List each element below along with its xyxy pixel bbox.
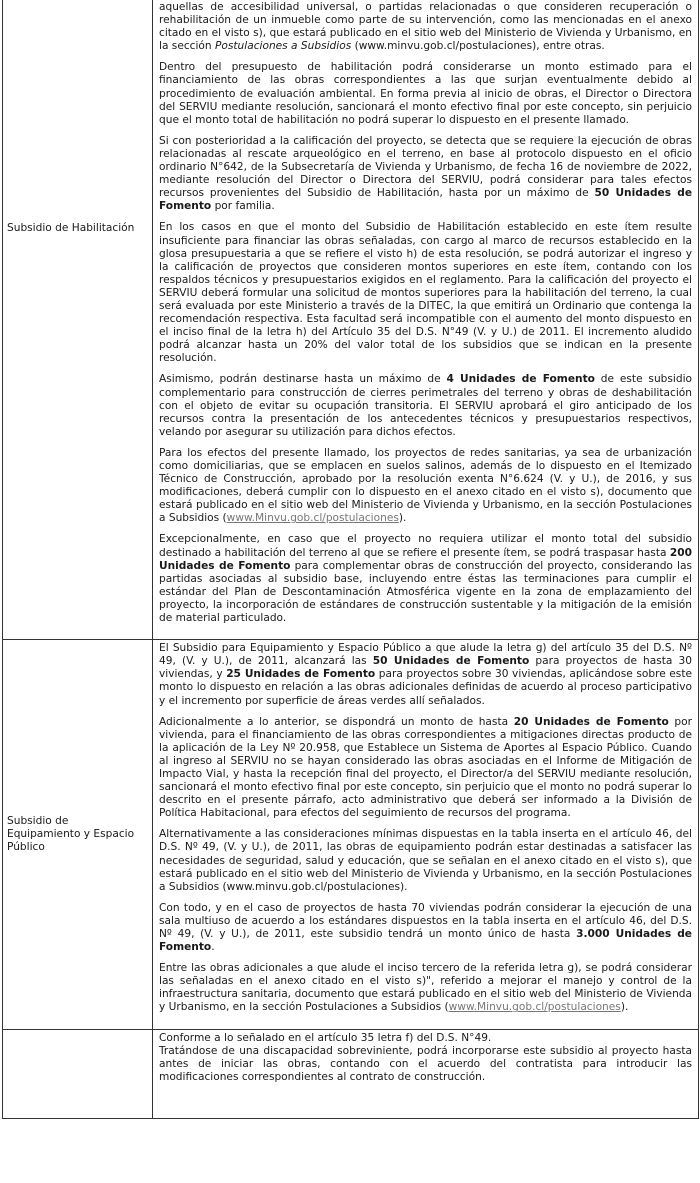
- paragraph: [159, 1, 692, 53]
- bold-amount: 200 Unidades de Fomento: [159, 546, 692, 572]
- label-word: Subsidio de: [7, 814, 69, 827]
- paragraph: [159, 533, 692, 625]
- table-row-equipamiento: [3, 640, 699, 1029]
- text-segment: En los casos en que el monto del Subsidio de Habilitación establecido en este ítem resulte insuficiente para financiar las obras señaladas, con cargo al marco de recursos establecido en la glosa presupuestaria a que se refiere el visto h) de esta resolución, se podrá autorizar el ingreso y la calificación de proyectos que consideren montos superiores en este ítem, contando con los respaldos técnicos y presupuestarios exigidos en el reglamento. Para la calificación del proyecto el SERVIU deberá formular una solicitud de montos superiores para la habilitación del terreno, la cual será evaluada por este Ministerio a través de la DITEC, la que emitirá un Ordinario que contenga la recomendación respectiva. Esta facultad será incompatible con el aumento del monto dispuesto en el inciso final de la letra h) del Artículo 35 del D.S. N°49 (V. y U.) de 2011. El incremento aludido podrá alcanzar hasta un 20% del valor total de los subsidios que se indican en la presente resolución.: [159, 221, 692, 365]
- text-segment: por vivienda, para el financiamiento de las obras correspondientes a mitigaciones directas producto de la aplicación de la Ley Nº 20.958, que Establece un Sistema de Aportes al Espacio Público. Cuando al ingreso al SERVIU no se hayan considerado las obras asociadas en el Informe de Mitigación de Impacto Vial, y hasta la recepción final del proyecto, el Director/a del SERVIU mediante resolución, sancionará el monto efectivo final por este concepto, sin perjuicio que el monto no podrá superar lo descrito en el presente párrafo, acto administrativo que deberá ser informado a la División de Política Habitacional, para efectos del seguimiento de recursos del programa.: [159, 715, 692, 820]
- row-label-cell: [3, 0, 153, 640]
- text-segment: El Subsidio para Equipamiento y Espacio Público a que alude la letra g) del artículo 35 del D.S. Nº 49, (V. y U.), de 2011, alcanzará las: [159, 642, 692, 668]
- text-segment: para proyectos de hasta 30 viviendas, y: [159, 655, 692, 681]
- row-label-line: [7, 815, 146, 828]
- bold-amount: 4 Unidades de Fomento: [446, 373, 595, 386]
- paragraph: [159, 61, 692, 126]
- paragraph: [159, 447, 692, 526]
- paragraph: [159, 902, 692, 954]
- text-segment: Conforme a lo señalado en el artículo 35 letra f) del D.S. N°49.: [159, 1031, 492, 1044]
- row-label-line: Público: [7, 840, 45, 853]
- row-label-cell: [3, 1029, 153, 1118]
- text-segment: de este subsidio complementario para construcción de cierres perimetrales del terreno y obras de deshabilitación con el objeto de evitar su ocupación transitoria. El SERVIU aprobará el giro anticipado de los recursos contra la presentación de los antecedentes técnicos y presupuestarios respectivos, velando por asegurar su utilización para dichos efectos.: [159, 373, 693, 438]
- text-segment: ).: [398, 512, 407, 525]
- paragraph: [159, 642, 692, 707]
- text-segment: Para los efectos del presente llamado, los proyectos de redes sanitarias, ya sea de urbanización como domiciliarias, que se emplacen en suelos salinos, además de lo dispuesto en el Itemizado Técnico de Construcción, aprobado por la resolución exenta N°6.624 (V. y U.), de 2016, y sus modificaciones, deberá cumplir con lo dispuesto en el anexo citado en el visto s), documento que estará publicado en el sitio web del Ministerio de Vivienda y Urbanismo, en la sección Postulaciones a Subsidios (: [159, 446, 692, 525]
- row-content: [153, 1029, 699, 1118]
- paragraph: [159, 828, 692, 893]
- paragraph: [159, 221, 692, 365]
- text-segment: Si con posterioridad a la calificación del proyecto, se detecta que se requiere la ejecución de obras relacionadas al rescate arqueológico en el terreno, en base al protocolo dispuesto en el oficio ordinario N°642, de la Subsecretaría de Vivienda y Urbanismo, de fecha 16 de noviembre de 2022, mediante resolución del Director o Directora del SERVIU, podrá considerar para tales efectos recursos provenientes del Subsidio de Habilitación, hasta por un máximo de: [159, 134, 692, 200]
- paragraph: [159, 716, 692, 821]
- text-segment: Excepcionalmente, en caso que el proyecto no requiera utilizar el monto total del subsidio destinado a habilitación del terreno al que se refiere el presente ítem, se podrá traspasar hasta: [159, 533, 692, 559]
- text-segment: Asimismo, podrán destinarse hasta un máximo de: [159, 373, 447, 386]
- text-segment: (www.minvu.gob.cl/postulaciones), entre otras.: [351, 40, 605, 53]
- table-row-discapacidad: [3, 1029, 699, 1118]
- text-segment: aquellas de accesibilidad universal, o partidas relacionadas o que consideren recuperación o rehabilitación de un inmueble como parte de su intervención, como las mencionadas en el anexo citado en el visto s), que estará publicado en el sitio web del Ministerio de Vivienda y Urbanismo, en la sección: [159, 1, 692, 53]
- row-content: [153, 0, 699, 640]
- text-segment: Alternativamente a las consideraciones mínimas dispuestas en la tabla inserta en el artículo 46, del D.S. Nº 49, (V. y U.), de 2011, las obras de equipamiento podrán estar destinadas a satisfacer las necesidades de seguridad, salud y educación, que se señalan en el anexo citado en el visto s), que estará publicado en el sitio web del Ministerio de Vivienda y Urbanismo, en la sección Postulaciones a Subsidios (www.minvu.gob.cl/postulaciones).: [159, 828, 692, 893]
- bold-amount: 3.000 Unidades de Fomento: [159, 928, 692, 954]
- row-content: [153, 640, 699, 1029]
- text-segment: para complementar obras de construcción del proyecto, considerando las partidas asociadas al subsidio base, incluyendo entre éstas las terminaciones para cumplir el estándar del Plan de Descontaminación Atmosférica vigente en la zona de emplazamiento del proyecto, la incorporación de estándares de construcción sustentable y la mitigación de la emisión de material particulado.: [159, 559, 692, 625]
- row-label-cell: [3, 640, 153, 1029]
- bold-amount: 25 Unidades de Fomento: [226, 668, 376, 681]
- postulaciones-link[interactable]: www.Minvu.gob.cl/postulaciones: [226, 512, 399, 525]
- paragraph: [159, 1045, 692, 1084]
- italic-text: Postulaciones a Subsidios: [215, 40, 352, 53]
- text-segment: para proyectos sobre 30 viviendas, aplicándose sobre este monto lo dispuesto en relación a las obras adicionales definidas de acuerdo al proceso participativo y el incremento por superficie de áreas verdes allí señalados.: [159, 668, 692, 707]
- bold-amount: 50 Unidades de Fomento: [372, 655, 530, 668]
- row-label-line: Equipamiento y Espacio: [7, 827, 135, 840]
- paragraph: [159, 962, 692, 1014]
- bold-amount: 50 Unidades de Fomento: [159, 187, 693, 213]
- row-label: Subsidio de Habilitación: [7, 222, 135, 234]
- bold-amount: 20 Unidades de Fomento: [513, 715, 669, 728]
- text-segment: Tratándose de una discapacidad sobreviniente, podrá incorporarse este subsidio al proyecto hasta antes de iniciar las obras, contando con el acuerdo del contratista para introducir las modificaciones correspondientes al contrato de construcción.: [159, 1044, 692, 1083]
- text-segment: por familia.: [211, 200, 275, 213]
- paragraph: [159, 1032, 692, 1045]
- paragraph: [159, 373, 692, 438]
- subsidy-table: [2, 0, 699, 1119]
- text-segment: ).: [620, 1001, 629, 1014]
- table-row-habilitacion: [3, 0, 699, 640]
- text-segment: .: [211, 941, 215, 954]
- paragraph: [159, 135, 692, 214]
- postulaciones-link[interactable]: www.Minvu.gob.cl/postulaciones: [448, 1001, 621, 1014]
- text-segment: Dentro del presupuesto de habilitación podrá considerarse un monto estimado para el financiamiento de las obras correspondientes a las que surjan eventualmente debido al procedimiento de evaluación ambiental. En forma previa al inicio de obras, el Director o Directora del SERVIU mediante resolución, sancionará el monto efectivo final por este concepto, sin perjuicio que el monto total de habilitación no podrá superar lo dispuesto en el presente llamado.: [159, 61, 692, 126]
- text-segment: Entre las obras adicionales a que alude el inciso tercero de la referida letra g), se podrá considerar las señaladas en el anexo citado en el visto s)", referido a mejorar el manejo y control de la infraestructura sanitaria, documento que estará publicado en el sitio web del Ministerio de Vivienda y Urbanismo, en la sección Postulaciones a Subsidios (: [159, 962, 692, 1014]
- text-segment: Adicionalmente a lo anterior, se dispondrá un monto de hasta: [159, 715, 514, 728]
- text-segment: Con todo, y en el caso de proyectos de hasta 70 viviendas podrán considerar la ejecución de una sala multiuso de acuerdo a los estándares dispuestos en la tabla inserta en el artículo 46, del D.S. Nº 49, (V. y U.), de 2011, este subsidio tendrá un monto único de hasta: [159, 901, 692, 940]
